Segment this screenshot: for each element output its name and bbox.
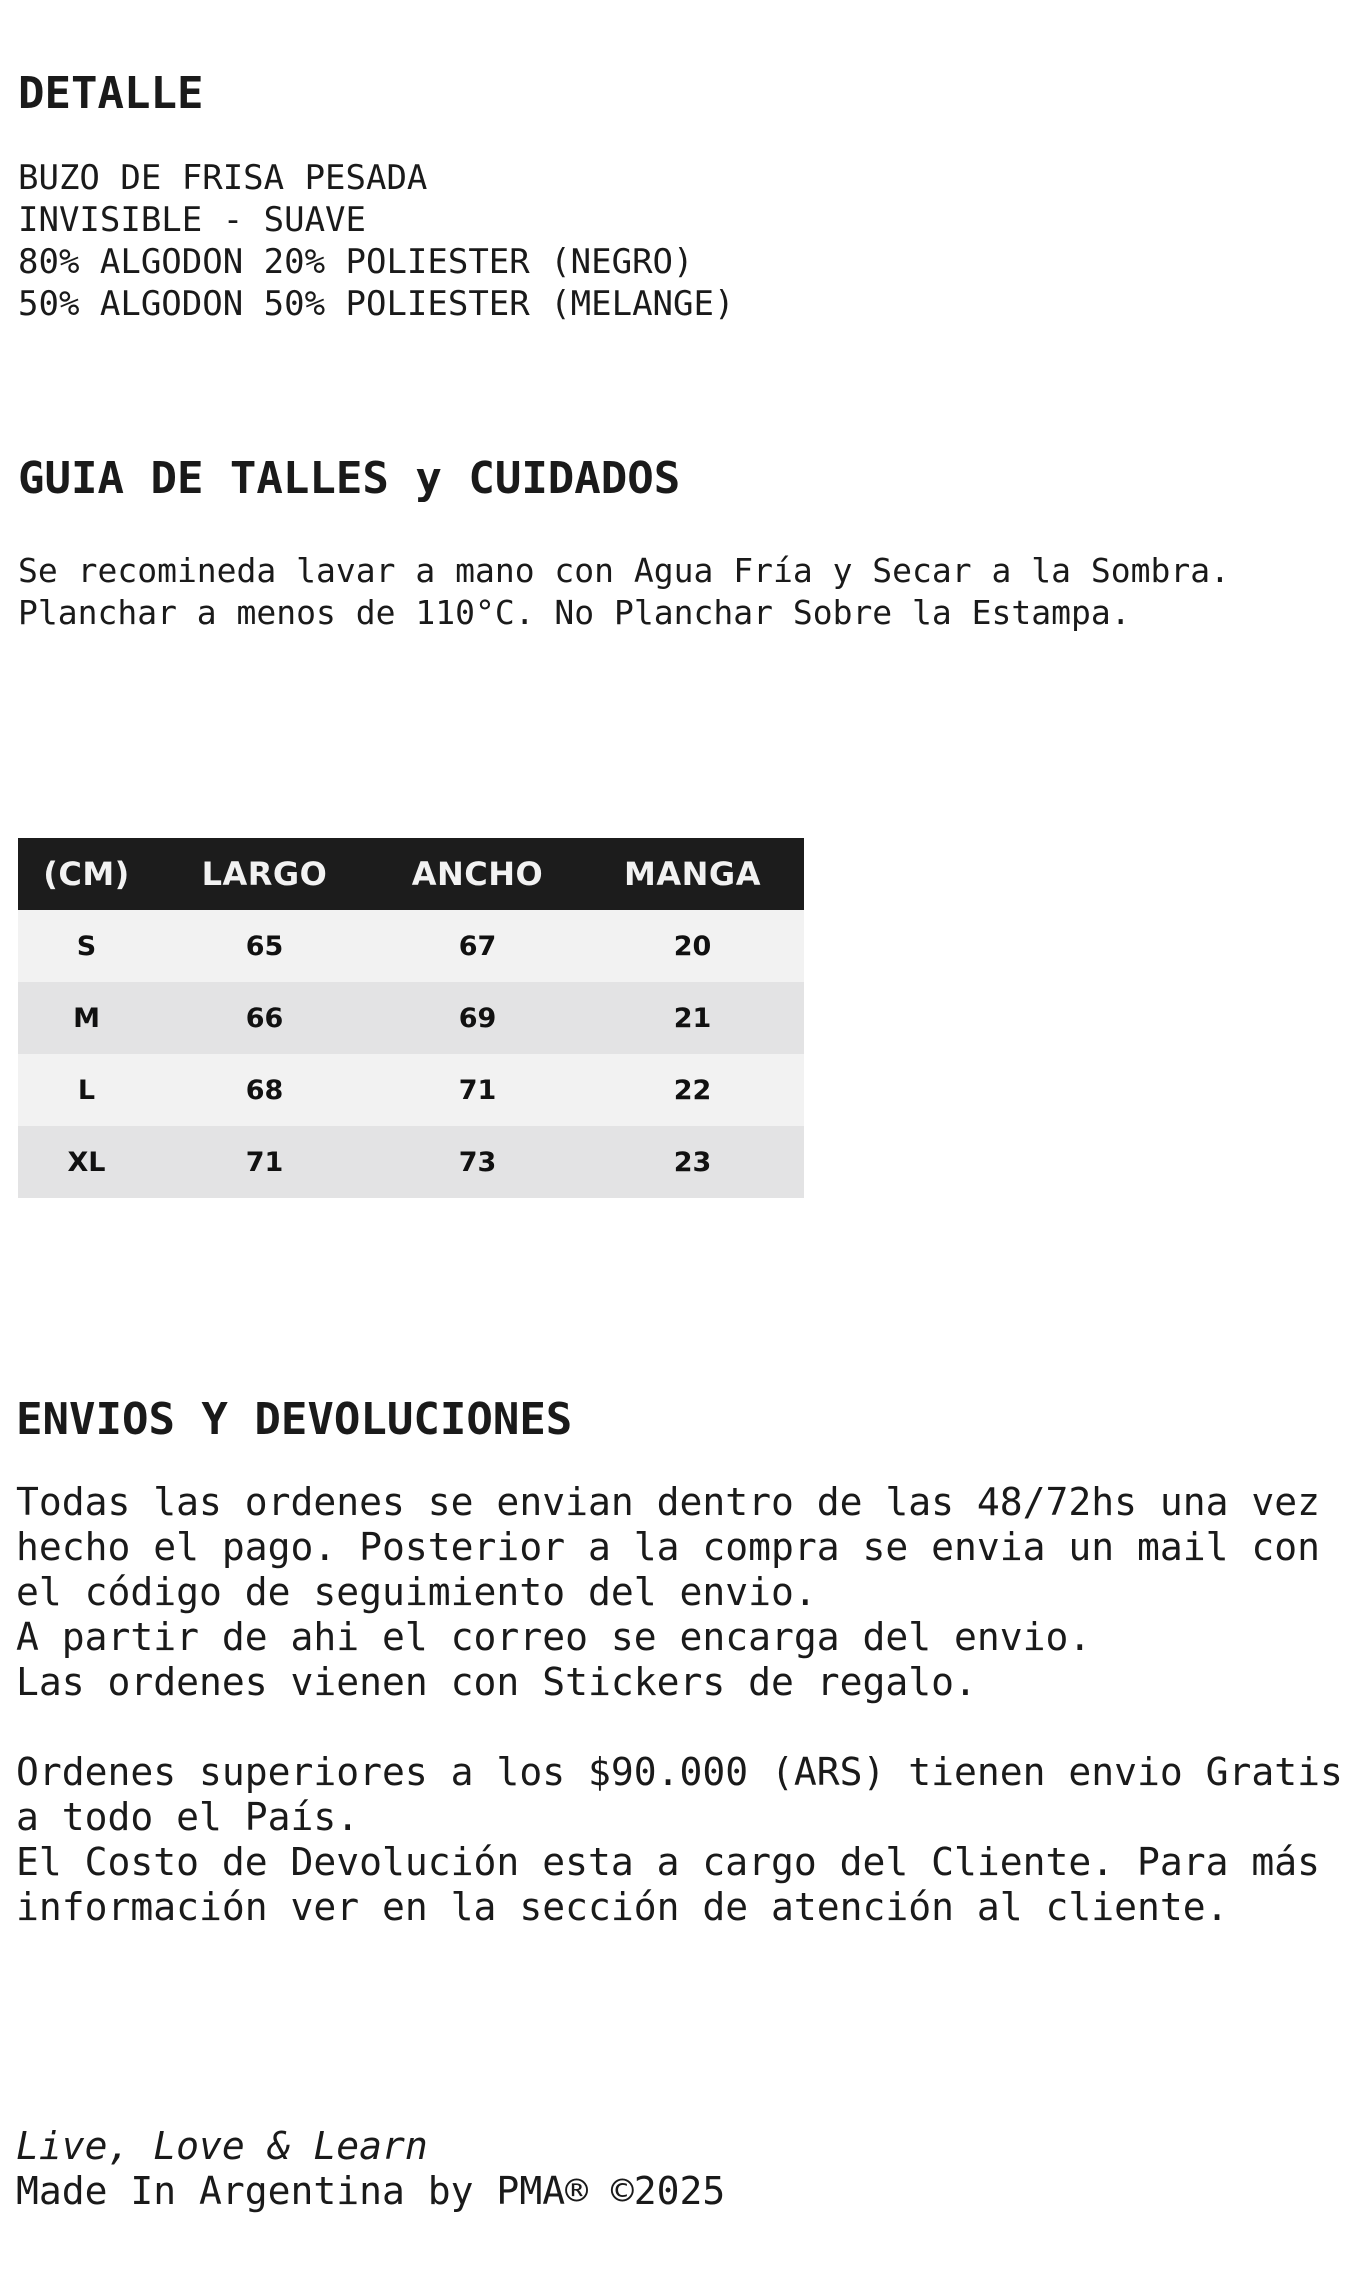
largo-cell: 68 xyxy=(155,1054,374,1126)
footer-tagline: Live, Love & Learn xyxy=(16,2124,428,2168)
table-row xyxy=(18,910,804,982)
shipping-line: a todo el País. xyxy=(16,1795,360,1839)
table-row xyxy=(18,982,804,1054)
shipping-line: el código de seguimiento del envio. xyxy=(16,1570,817,1614)
largo-cell: 65 xyxy=(155,910,374,982)
detail-line: INVISIBLE - SUAVE xyxy=(18,200,366,240)
ancho-cell: 67 xyxy=(374,910,581,982)
shipping-line: hecho el pago. Posterior a la compra se envia un mail con xyxy=(16,1525,1321,1569)
shipping-line: A partir de ahi el correo se encarga del envio. xyxy=(16,1615,1092,1659)
size-chart-table xyxy=(18,838,804,1198)
detail-heading: DETALLE xyxy=(18,68,204,119)
manga-cell: 21 xyxy=(581,982,804,1054)
manga-cell: 22 xyxy=(581,1054,804,1126)
ancho-cell: 73 xyxy=(374,1126,581,1198)
size-cell: L xyxy=(18,1054,155,1126)
size-cell: M xyxy=(18,982,155,1054)
size-cell: XL xyxy=(18,1126,155,1198)
largo-cell: 71 xyxy=(155,1126,374,1198)
shipping-returns-text xyxy=(16,1480,1343,1930)
size-care-heading: GUIA DE TALLES y CUIDADOS xyxy=(18,453,681,504)
size-chart-header-row xyxy=(18,838,804,910)
column-header-largo: LARGO xyxy=(155,838,374,910)
column-header-manga: MANGA xyxy=(581,838,804,910)
manga-cell: 20 xyxy=(581,910,804,982)
paragraph-spacer xyxy=(16,1705,1343,1750)
table-row xyxy=(18,1054,804,1126)
table-row xyxy=(18,1126,804,1198)
detail-line: BUZO DE FRISA PESADA xyxy=(18,158,428,198)
column-header-unit: (CM) xyxy=(18,838,155,910)
manga-cell: 23 xyxy=(581,1126,804,1198)
size-cell: S xyxy=(18,910,155,982)
care-line: Planchar a menos de 110°C. No Planchar Sobre la Estampa. xyxy=(18,593,1131,632)
care-line: Se recomineda lavar a mano con Agua Fría y Secar a la Sombra. xyxy=(18,551,1230,590)
shipping-line: El Costo de Devolución esta a cargo del Cliente. Para más xyxy=(16,1840,1321,1884)
largo-cell: 66 xyxy=(155,982,374,1054)
ancho-cell: 69 xyxy=(374,982,581,1054)
shipping-line: Las ordenes vienen con Stickers de regalo. xyxy=(16,1660,977,1704)
detail-line: 50% ALGODON 50% POLIESTER (MELANGE) xyxy=(18,284,735,324)
footer-credit: Made In Argentina by PMA® ©2025 xyxy=(16,2169,726,2213)
detail-line: 80% ALGODON 20% POLIESTER (NEGRO) xyxy=(18,242,694,282)
detail-description xyxy=(18,157,734,325)
shipping-line: Todas las ordenes se envian dentro de las 48/72hs una vez xyxy=(16,1480,1321,1524)
care-instructions xyxy=(18,550,1230,634)
column-header-ancho: ANCHO xyxy=(374,838,581,910)
ancho-cell: 71 xyxy=(374,1054,581,1126)
shipping-returns-heading: ENVIOS Y DEVOLUCIONES xyxy=(16,1394,573,1445)
shipping-line: Ordenes superiores a los $90.000 (ARS) tienen envio Gratis xyxy=(16,1750,1343,1794)
shipping-line: información ver en la sección de atención al cliente. xyxy=(16,1885,1229,1929)
